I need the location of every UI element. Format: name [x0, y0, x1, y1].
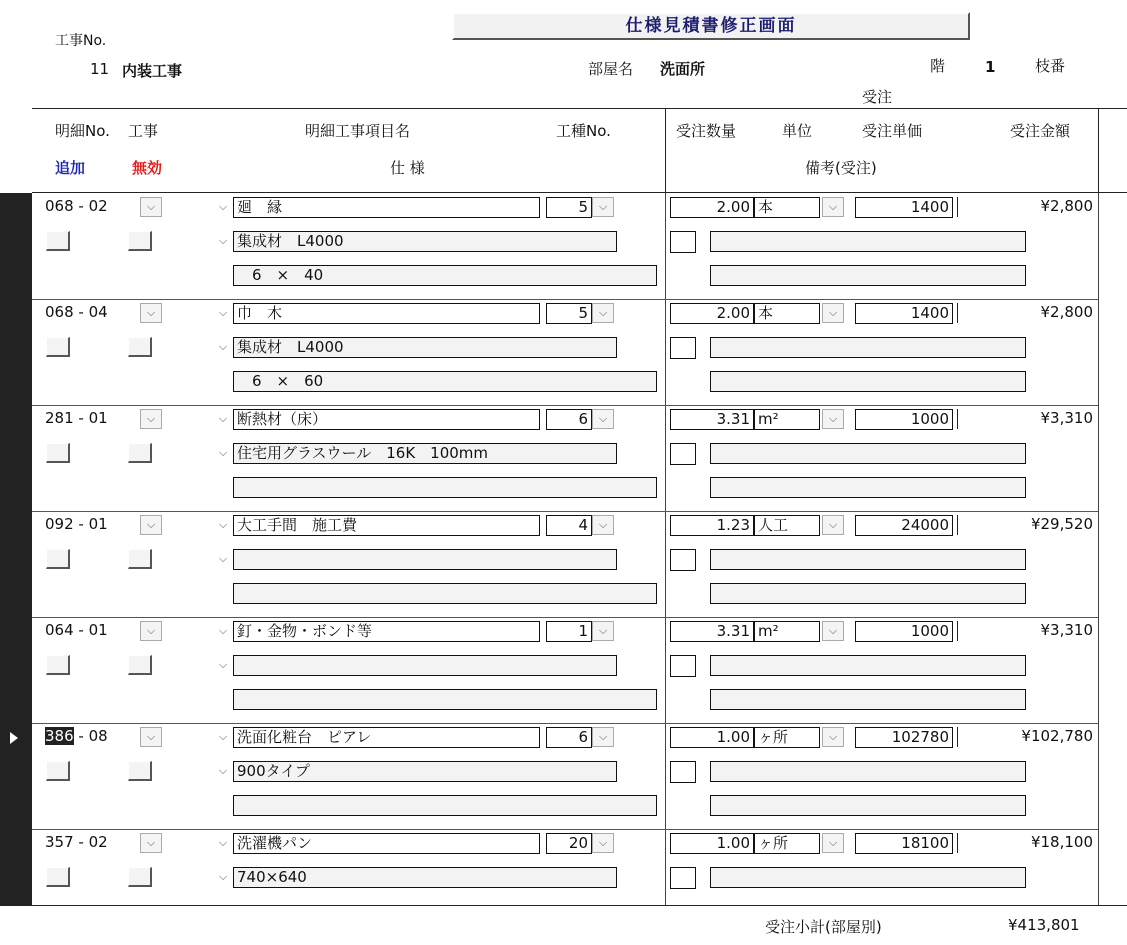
item-name-field[interactable]: 廻 縁: [233, 197, 540, 218]
name-dropdown-chevron-down-icon[interactable]: ⌵: [218, 518, 228, 531]
header-right-divider: [1098, 108, 1099, 193]
type-dropdown-chevron-down-icon[interactable]: ⌵: [592, 515, 614, 535]
row-checkbox[interactable]: [670, 761, 696, 783]
type-dropdown-chevron-down-icon[interactable]: ⌵: [592, 727, 614, 747]
room-label: 部屋名: [588, 60, 634, 78]
spec-field-1[interactable]: [233, 549, 617, 570]
spec-field-1[interactable]: 集成材 L4000: [233, 337, 617, 358]
remarks-field-2[interactable]: [710, 689, 1026, 710]
quantity-field[interactable]: 3.31: [670, 621, 754, 642]
row-checkbox[interactable]: [670, 337, 696, 359]
price-divider: [957, 197, 958, 217]
unit-dropdown-chevron-down-icon[interactable]: ⌵: [822, 409, 844, 429]
detail-no[interactable]: 386 - 08: [45, 727, 108, 745]
row-separator: [32, 405, 1098, 406]
row-separator: [32, 299, 1098, 300]
koji-dropdown-chevron-down-icon[interactable]: ⌵: [140, 727, 162, 747]
price-divider: [957, 303, 958, 323]
koji-dropdown-chevron-down-icon[interactable]: ⌵: [140, 833, 162, 853]
name-dropdown-chevron-down-icon[interactable]: ⌵: [218, 200, 228, 213]
type-dropdown-chevron-down-icon[interactable]: ⌵: [592, 621, 614, 641]
unit-dropdown-chevron-down-icon[interactable]: ⌵: [822, 727, 844, 747]
spec-field-2[interactable]: [233, 689, 657, 710]
spec-field-1[interactable]: 900タイプ: [233, 761, 617, 782]
remarks-field-2[interactable]: [710, 795, 1026, 816]
unit-field[interactable]: ヶ所: [754, 833, 820, 854]
remarks-field-1[interactable]: [710, 443, 1026, 464]
type-no-field[interactable]: 5: [546, 303, 592, 324]
invalid-label[interactable]: 無効: [132, 159, 163, 177]
detail-no[interactable]: 357 - 02: [45, 833, 108, 851]
koji-dropdown-chevron-down-icon[interactable]: ⌵: [140, 621, 162, 641]
spec-field-1[interactable]: [233, 655, 617, 676]
spec-dropdown-chevron-down-icon[interactable]: ⌵: [218, 234, 228, 247]
invalid-toggle-button[interactable]: [128, 655, 152, 675]
unit-dropdown-chevron-down-icon[interactable]: ⌵: [822, 303, 844, 323]
floor-value: 1: [985, 58, 996, 76]
col-item-name: 明細工事項目名: [305, 122, 411, 140]
unit-dropdown-chevron-down-icon[interactable]: ⌵: [822, 833, 844, 853]
row-checkbox[interactable]: [670, 655, 696, 677]
detail-no[interactable]: 068 - 04: [45, 303, 108, 321]
spec-dropdown-chevron-down-icon[interactable]: ⌵: [218, 552, 228, 565]
add-label[interactable]: 追加: [55, 159, 86, 177]
col-type-no: 工種No.: [556, 122, 611, 140]
type-no-field[interactable]: 5: [546, 197, 592, 218]
detail-no[interactable]: 064 - 01: [45, 621, 108, 639]
type-dropdown-chevron-down-icon[interactable]: ⌵: [592, 833, 614, 853]
name-dropdown-chevron-down-icon[interactable]: ⌵: [218, 730, 228, 743]
name-dropdown-chevron-down-icon[interactable]: ⌵: [218, 836, 228, 849]
col-detail-no: 明細No.: [55, 122, 110, 140]
detail-no[interactable]: 281 - 01: [45, 409, 108, 427]
row-checkbox[interactable]: [670, 867, 696, 889]
item-name-field[interactable]: 断熱材（床）: [233, 409, 540, 430]
unit-field[interactable]: 本: [754, 197, 820, 218]
type-no-field[interactable]: 6: [546, 727, 592, 748]
koji-dropdown-chevron-down-icon[interactable]: ⌵: [140, 197, 162, 217]
koji-no-label: 工事No.: [55, 33, 107, 49]
unit-dropdown-chevron-down-icon[interactable]: ⌵: [822, 197, 844, 217]
add-row-button[interactable]: [46, 655, 70, 675]
add-row-button[interactable]: [46, 337, 70, 357]
amount-field: ¥102,780: [960, 727, 1096, 748]
unit-price-field[interactable]: 1400: [855, 303, 953, 324]
quantity-field[interactable]: 1.00: [670, 727, 754, 748]
quantity-field[interactable]: 1.00: [670, 833, 754, 854]
floor-label: 階: [930, 57, 946, 75]
header-split-divider: [665, 108, 666, 193]
koji-dropdown-chevron-down-icon[interactable]: ⌵: [140, 409, 162, 429]
unit-price-field[interactable]: 102780: [855, 727, 953, 748]
room-name: 洗面所: [660, 60, 706, 78]
row-separator: [32, 617, 1098, 618]
spec-field-1[interactable]: 集成材 L4000: [233, 231, 617, 252]
remarks-field-1[interactable]: [710, 867, 1026, 888]
price-divider: [957, 833, 958, 853]
row-separator: [32, 829, 1098, 830]
type-dropdown-chevron-down-icon[interactable]: ⌵: [592, 409, 614, 429]
item-name-field[interactable]: 巾 木: [233, 303, 540, 324]
spec-dropdown-chevron-down-icon[interactable]: ⌵: [218, 446, 228, 459]
header-bottom-divider: [32, 192, 1127, 193]
spec-field-1[interactable]: 740×640: [233, 867, 617, 888]
type-dropdown-chevron-down-icon[interactable]: ⌵: [592, 197, 614, 217]
add-row-button[interactable]: [46, 443, 70, 463]
body-right-divider: [1098, 193, 1099, 905]
unit-price-field[interactable]: 24000: [855, 515, 953, 536]
unit-price-field[interactable]: 1400: [855, 197, 953, 218]
remarks-field-1[interactable]: [710, 549, 1026, 570]
subtotal-label: 受注小計(部屋別): [765, 918, 882, 936]
remarks-field-2[interactable]: [710, 477, 1026, 498]
price-divider: [957, 515, 958, 535]
col-remarks: 備考(受注): [805, 159, 877, 177]
amount-field: ¥3,310: [960, 409, 1096, 430]
item-name-field[interactable]: 洗濯機パン: [233, 833, 540, 854]
spec-dropdown-chevron-down-icon[interactable]: ⌵: [218, 340, 228, 353]
koji-dropdown-chevron-down-icon[interactable]: ⌵: [140, 303, 162, 323]
row-checkbox[interactable]: [670, 443, 696, 465]
quantity-field[interactable]: 2.00: [670, 197, 754, 218]
invalid-toggle-button[interactable]: [128, 549, 152, 569]
unit-field[interactable]: m²: [754, 621, 820, 642]
col-spec: 仕 様: [390, 159, 425, 177]
order-label: 受注: [862, 88, 893, 106]
amount-field: ¥2,800: [960, 303, 1096, 324]
koji-name: 内装工事: [122, 62, 183, 80]
remarks-field-2[interactable]: [710, 583, 1026, 604]
row-checkbox[interactable]: [670, 549, 696, 571]
name-dropdown-chevron-down-icon[interactable]: ⌵: [218, 624, 228, 637]
add-row-button[interactable]: [46, 761, 70, 781]
unit-price-field[interactable]: 1000: [855, 621, 953, 642]
quantity-field[interactable]: 2.00: [670, 303, 754, 324]
row-separator: [32, 723, 1098, 724]
type-no-field[interactable]: 1: [546, 621, 592, 642]
header-top-divider: [32, 108, 1127, 109]
spec-field-2[interactable]: [233, 477, 657, 498]
col-unit-price: 受注単価: [862, 122, 923, 140]
remarks-field-1[interactable]: [710, 337, 1026, 358]
quantity-field[interactable]: 1.23: [670, 515, 754, 536]
row-separator: [32, 511, 1098, 512]
type-no-field[interactable]: 6: [546, 409, 592, 430]
spec-dropdown-chevron-down-icon[interactable]: ⌵: [218, 658, 228, 671]
amount-field: ¥3,310: [960, 621, 1096, 642]
detail-no[interactable]: 092 - 01: [45, 515, 108, 533]
spec-field-2[interactable]: 6 × 60: [233, 371, 657, 392]
invalid-toggle-button[interactable]: [128, 337, 152, 357]
name-dropdown-chevron-down-icon[interactable]: ⌵: [218, 412, 228, 425]
col-amount: 受注金額: [1010, 122, 1071, 140]
invalid-toggle-button[interactable]: [128, 231, 152, 251]
detail-no[interactable]: 068 - 02: [45, 197, 108, 215]
col-quantity: 受注数量: [676, 122, 737, 140]
footer-divider: [0, 905, 1127, 906]
subtotal-value: ¥413,801: [1008, 916, 1080, 934]
remarks-field-1[interactable]: [710, 761, 1026, 782]
add-row-button[interactable]: [46, 867, 70, 887]
koji-no-value: 11: [90, 60, 110, 78]
record-selector-bar: [0, 193, 32, 905]
item-name-field[interactable]: 釘・金物・ボンド等: [233, 621, 540, 642]
add-row-button[interactable]: [46, 231, 70, 251]
amount-field: ¥18,100: [960, 833, 1096, 854]
unit-price-field[interactable]: 18100: [855, 833, 953, 854]
row-checkbox[interactable]: [670, 231, 696, 253]
remarks-field-2[interactable]: [710, 371, 1026, 392]
price-divider: [957, 727, 958, 747]
remarks-field-1[interactable]: [710, 655, 1026, 676]
koji-dropdown-chevron-down-icon[interactable]: ⌵: [140, 515, 162, 535]
remarks-field-1[interactable]: [710, 231, 1026, 252]
unit-dropdown-chevron-down-icon[interactable]: ⌵: [822, 621, 844, 641]
spec-field-2[interactable]: [233, 795, 657, 816]
item-name-field[interactable]: 大工手間 施工費: [233, 515, 540, 536]
current-record-icon: [10, 732, 18, 744]
remarks-field-2[interactable]: [710, 265, 1026, 286]
spec-field-2[interactable]: 6 × 40: [233, 265, 657, 286]
type-dropdown-chevron-down-icon[interactable]: ⌵: [592, 303, 614, 323]
name-dropdown-chevron-down-icon[interactable]: ⌵: [218, 306, 228, 319]
spec-field-1[interactable]: 住宅用グラスウール 16K 100mm: [233, 443, 617, 464]
unit-field[interactable]: 人工: [754, 515, 820, 536]
unit-price-field[interactable]: 1000: [855, 409, 953, 430]
spec-dropdown-chevron-down-icon[interactable]: ⌵: [218, 870, 228, 883]
amount-field: ¥29,520: [960, 515, 1096, 536]
unit-field[interactable]: 本: [754, 303, 820, 324]
item-name-field[interactable]: 洗面化粧台 ピアレ: [233, 727, 540, 748]
type-no-field[interactable]: 4: [546, 515, 592, 536]
invalid-toggle-button[interactable]: [128, 761, 152, 781]
amount-field: ¥2,800: [960, 197, 1096, 218]
branch-label: 枝番: [1035, 57, 1066, 75]
unit-dropdown-chevron-down-icon[interactable]: ⌵: [822, 515, 844, 535]
invalid-toggle-button[interactable]: [128, 867, 152, 887]
spec-field-2[interactable]: [233, 583, 657, 604]
price-divider: [957, 621, 958, 641]
invalid-toggle-button[interactable]: [128, 443, 152, 463]
unit-field[interactable]: m²: [754, 409, 820, 430]
screen-title: 仕様見積書修正画面: [452, 12, 970, 40]
type-no-field[interactable]: 20: [546, 833, 592, 854]
col-unit: 単位: [782, 122, 813, 140]
unit-field[interactable]: ヶ所: [754, 727, 820, 748]
col-koji: 工事: [128, 122, 159, 140]
add-row-button[interactable]: [46, 549, 70, 569]
price-divider: [957, 409, 958, 429]
spec-dropdown-chevron-down-icon[interactable]: ⌵: [218, 764, 228, 777]
quantity-field[interactable]: 3.31: [670, 409, 754, 430]
